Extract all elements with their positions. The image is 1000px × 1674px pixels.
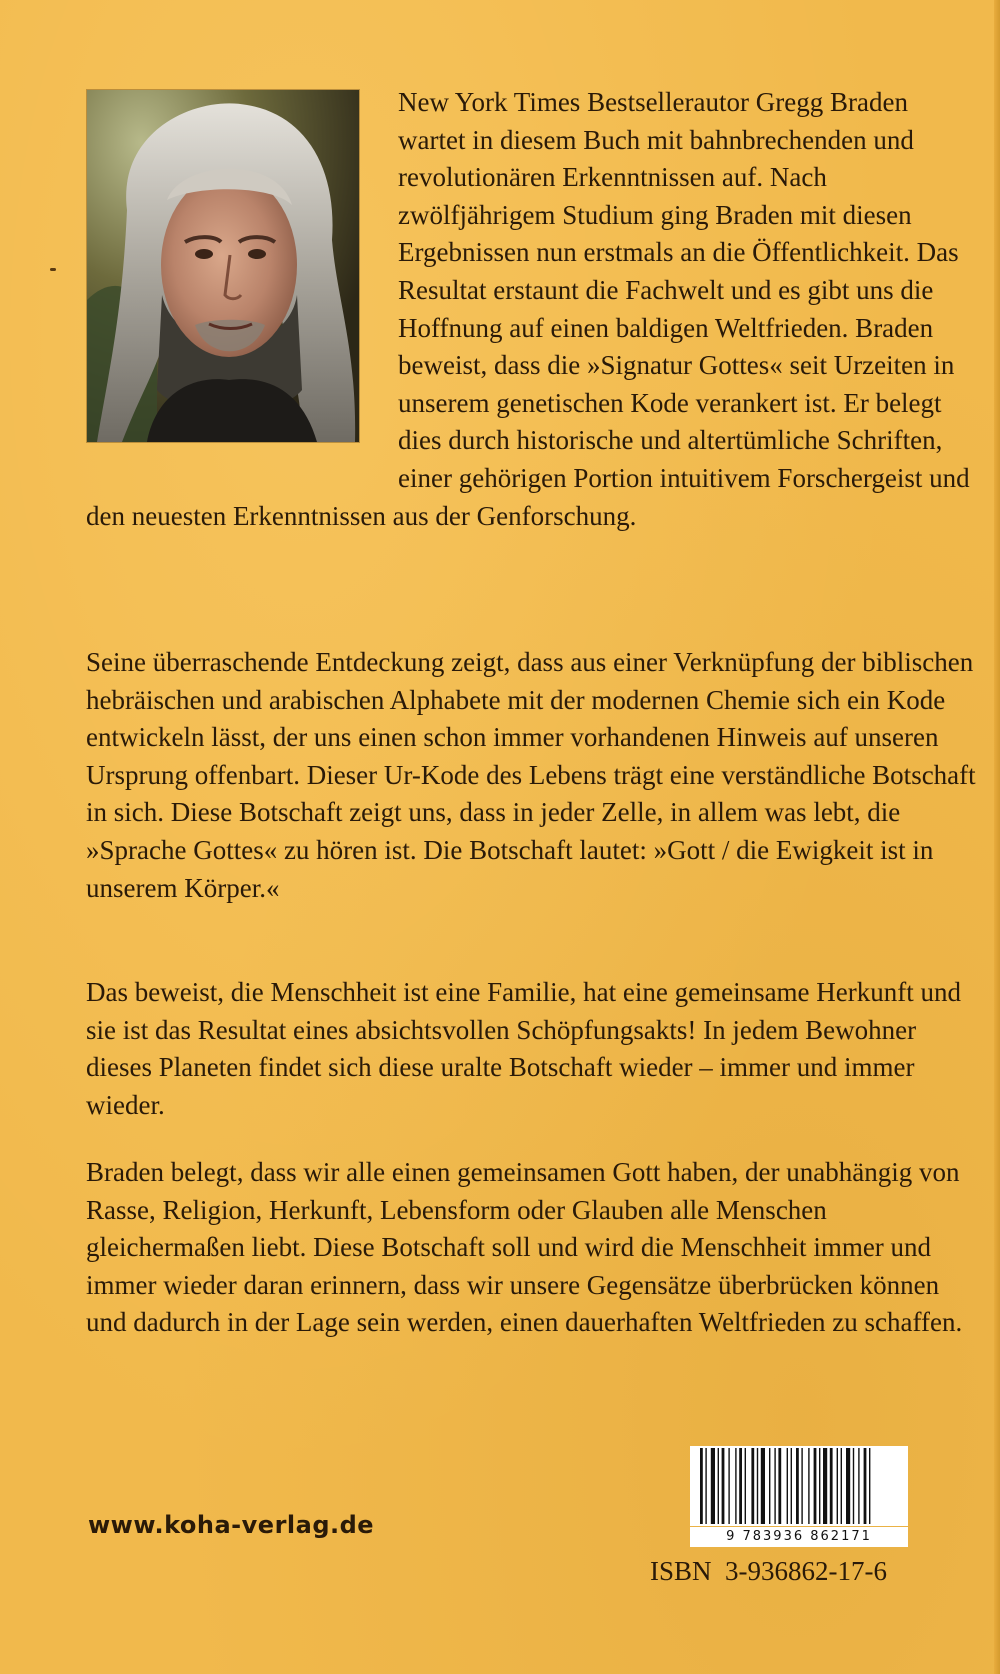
barcode-bar	[761, 1448, 765, 1524]
barcode-bar	[801, 1448, 802, 1524]
photo-spacer	[86, 84, 398, 479]
blurb-paragraph-2: Seine überraschende Entdeckung zeigt, dass aus einer Verknüpfung der biblischen hebräischen und arabischen Alphabete mit der modernen Chemie sich ein Kode entwickeln lässt, der uns einen schon immer vorhandenen Hinweis auf unseren Ursprung offenbart. Dieser Ur-Kode des Lebens trägt eine verständliche Botschaft in sich. Diese Botschaft zeigt uns, dass in jeder Zelle, in allem was lebt, die »Sprache Gottes« zu hören ist. Die Botschaft lautet: »Gott / die Ewigkeit ist in unserem Körper.«	[86, 647, 976, 903]
barcode-bar	[814, 1448, 817, 1524]
barcode-icon	[690, 1446, 908, 1526]
barcode-bar	[700, 1448, 703, 1524]
barcode-bar	[774, 1448, 775, 1524]
barcode-bar	[864, 1448, 867, 1524]
barcode-bar	[796, 1448, 799, 1524]
isbn-number: ISBN 3-936862-17-6	[650, 1556, 887, 1586]
isbn-barcode	[690, 1446, 908, 1526]
blurb-paragraph-4: Braden belegt, dass wir alle einen gemeinsamen Gott haben, der unabhängig von Rasse, Religion, Herkunft, Lebensform oder Glauben alle Menschen gleichermaßen liebt. Diese Botschaft soll und wird die Menschheit immer und immer wieder daran erinnern, dass wir unsere Gegensätze überbrücken können und dadurch in der Lage sein werden, einen dauerhaften Weltfrieden zu schaffen.	[86, 1157, 963, 1338]
barcode-bar	[728, 1448, 729, 1524]
barcode-bar	[830, 1448, 833, 1524]
barcode-bar	[705, 1448, 706, 1524]
barcode-bar	[791, 1448, 792, 1524]
barcode-bar	[745, 1448, 746, 1524]
barcode-bar	[778, 1448, 781, 1524]
barcode-bar	[841, 1448, 842, 1524]
barcode-bar	[739, 1448, 742, 1524]
barcode-bar	[751, 1448, 754, 1524]
barcode-bar	[735, 1448, 736, 1524]
blurb-paragraph-1: New York Times Bestsellerautor Gregg Braden wartet in diesem Buch mit bahnbrechenden und revolutionären Erkenntnissen auf. Nach zwölfjährigem Studium ging Braden mit diesen Ergebnissen nun erstmals an die Öffentlichkeit. Das Resultat erstaunt die Fachwelt und es gibt uns die Hoffnung auf einen baldigen Weltfrieden. Braden beweist, dass die »Signatur Gottes« seit Urzeiten in unserem genetischen Kode verankert ist. Er belegt dies durch historische und altertümliche Schriften, einer gehörigen Portion intuitivem Forschergeist und den neuesten Erkenntnissen aus der Genforschung.	[86, 87, 970, 531]
blurb-paragraph-3: Das beweist, die Menschheit ist eine Familie, hat eine gemeinsame Herkunft und sie ist das Resultat eines absichtsvollen Schöpfungsakts! In jedem Bewohner dieses Planeten findet sich diese uralte Botschaft wieder – immer und immer wieder.	[86, 977, 962, 1120]
barcode-bar	[853, 1448, 854, 1524]
barcode-bar	[757, 1448, 758, 1524]
barcode-bar	[808, 1448, 809, 1524]
barcode-bar	[846, 1448, 850, 1524]
cover-edge-shadow	[994, 0, 1000, 1674]
barcode-bar	[711, 1448, 715, 1524]
barcode-bar	[858, 1448, 859, 1524]
barcode-bar	[769, 1448, 770, 1524]
barcode-digits: 9 783936 862171	[690, 1527, 908, 1547]
barcode-bar	[722, 1448, 725, 1524]
publisher-url: www.koha-verlag.de	[88, 1511, 375, 1539]
barcode-bar	[869, 1448, 870, 1524]
barcode-bar	[787, 1448, 788, 1524]
print-speck	[50, 268, 56, 271]
barcode-bar	[837, 1448, 838, 1524]
barcode-bar	[819, 1448, 820, 1524]
barcode-bar	[823, 1448, 827, 1524]
barcode-bar	[718, 1448, 719, 1524]
blurb	[86, 84, 982, 1338]
